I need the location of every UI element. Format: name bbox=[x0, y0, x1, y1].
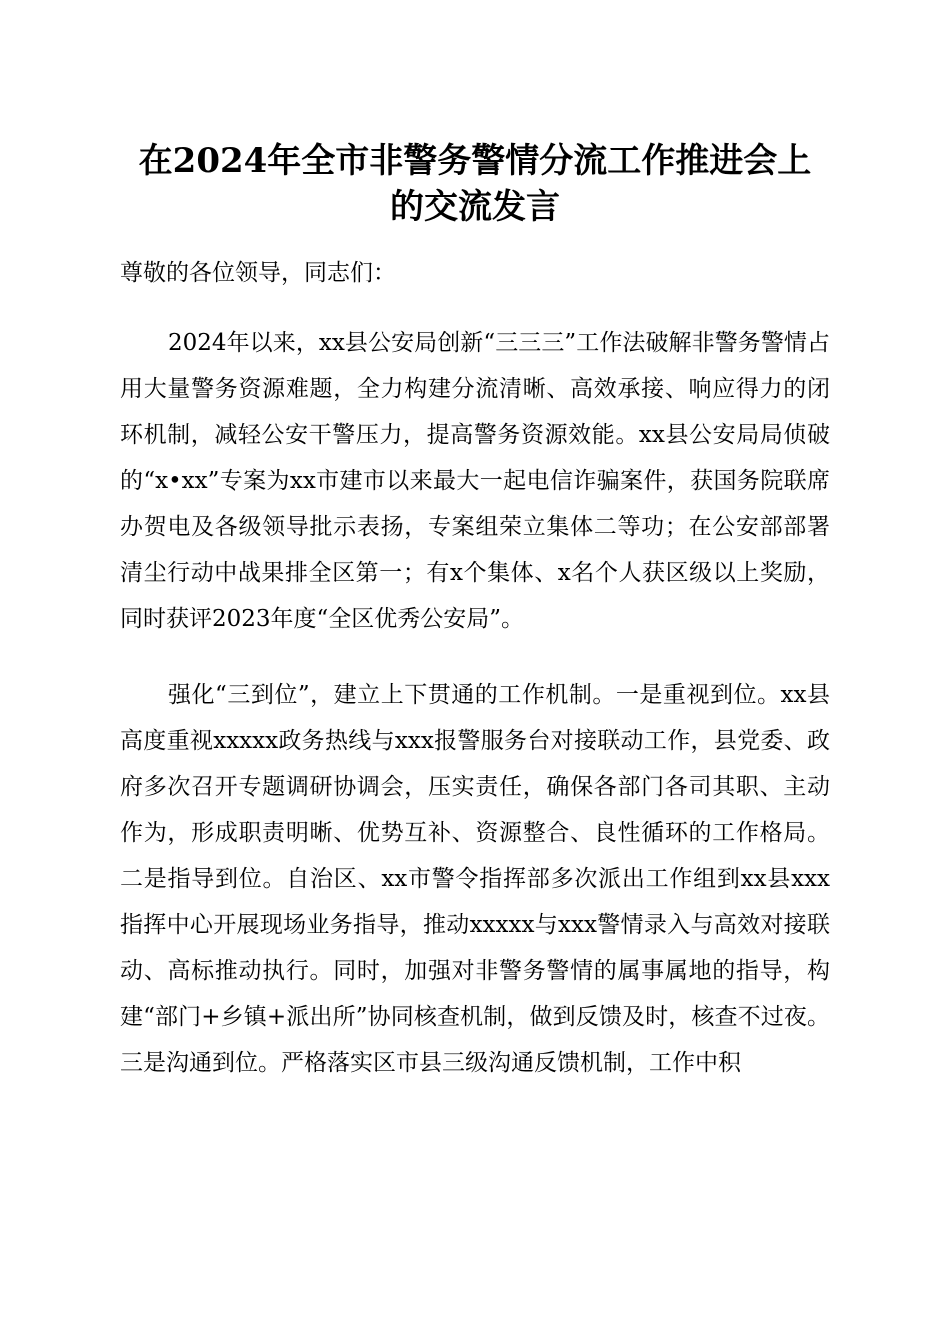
document-title-line-2: 的交流发言 bbox=[390, 187, 560, 227]
salutation: 尊敬的各位领导，同志们： bbox=[120, 260, 396, 286]
document-title-line-1: 在2024年全市非警务警情分流工作推进会上 bbox=[138, 141, 812, 181]
paragraph-1: 2024年以来，xx县公安局创新“三三三”工作法破解非警务警情占用大量警务资源难题，全力构建分流清晰、高效承接、响应得力的闭环机制，减轻公安干警压力，提高警务资源效能。xx县公安局局侦破的“x•xx”专案为xx市建市以来最大一起电信诈骗案件，获国务院联席办贺电及各级领导批示表扬，专案组荣立集体二等功；在公安部部署清尘行动中战果排全区第一；有x个集体、x名个人获区级以上奖励，同时获评2023年度“全区优秀公安局”。 bbox=[120, 330, 830, 632]
paragraph-2: 强化“三到位”，建立上下贯通的工作机制。一是重视到位。xx县高度重视xxxxx政务热线与xxx报警服务台对接联动工作，县党委、政府多次召开专题调研协调会，压实责任，确保各部门各司其职、主动作为，形成职责明晰、优势互补、资源整合、良性循环的工作格局。二是指导到位。自治区、xx市警令指挥部多次派出工作组到xx县xxx指挥中心开展现场业务指导，推动xxxxx与xxx警情录入与高效对接联动、高标推动执行。同时，加强对非警务警情的属事属地的指导，构建“部门+乡镇+派出所”协同核查机制，做到反馈及时，核查不过夜。三是沟通到位。严格落实区市县三级沟通反馈机制，工作中积 bbox=[120, 682, 830, 1076]
